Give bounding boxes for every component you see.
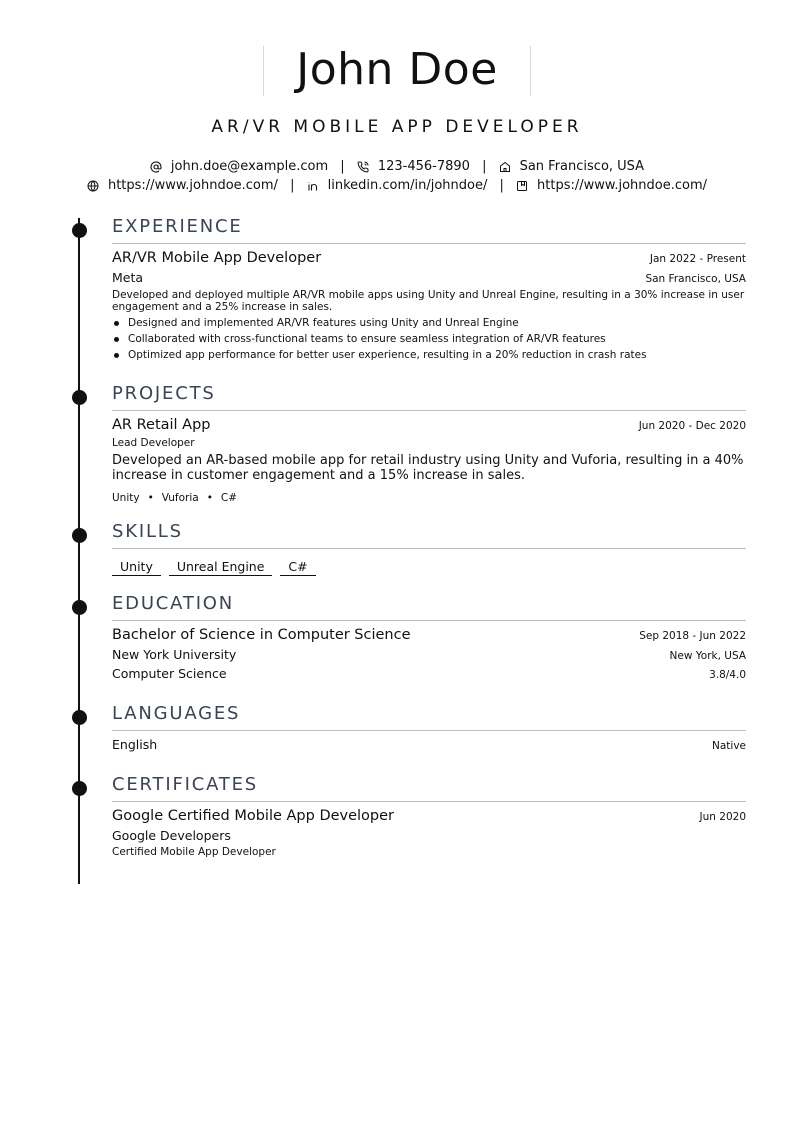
education-section bbox=[112, 592, 746, 685]
section-title: CERTIFICATES bbox=[112, 774, 258, 795]
location-text: San Francisco, USA bbox=[519, 159, 645, 174]
website-link[interactable]: https://www.johndoe.com/ bbox=[107, 178, 278, 193]
section-divider bbox=[112, 620, 746, 621]
timeline-dot-experience bbox=[72, 223, 87, 238]
experience-section bbox=[112, 215, 746, 363]
skill-tag: Unreal Engine bbox=[169, 559, 273, 576]
contact-row-1 bbox=[0, 159, 794, 174]
skill-tag: Unity bbox=[112, 559, 161, 576]
timeline-dot-languages bbox=[72, 710, 87, 725]
contact-row-2 bbox=[0, 178, 794, 193]
section-divider bbox=[112, 243, 746, 244]
experience-entry bbox=[112, 250, 746, 363]
job-dates: Jan 2022 - Present bbox=[649, 253, 746, 265]
certificate-name: Google Certified Mobile App Developer bbox=[112, 808, 395, 824]
project-entry bbox=[112, 417, 746, 502]
candidate-name: John Doe bbox=[296, 44, 498, 95]
project-description: Developed an AR-based mobile app for retail industry using Unity and Vuforia, resulting in a 40% increase in customer engagement and a 15% increase in sales. bbox=[112, 453, 744, 483]
globe-icon bbox=[87, 180, 99, 192]
certificate-entry bbox=[112, 808, 746, 858]
degree: Bachelor of Science in Computer Science bbox=[112, 627, 411, 643]
skill-tag: C# bbox=[280, 559, 315, 576]
school-name: New York University bbox=[112, 647, 237, 662]
highlight-item: Designed and implemented AR/VR features using Unity and Unreal Engine bbox=[112, 315, 746, 331]
job-summary: Developed and deployed multiple AR/VR mobile apps using Unity and Unreal Engine, resulting in a 30% increase in user engagement and a 25% increase in sales. bbox=[112, 289, 745, 313]
gpa: 3.8/4.0 bbox=[709, 669, 746, 681]
project-keyword: Unity bbox=[112, 492, 140, 504]
project-keyword: C# bbox=[220, 492, 238, 504]
candidate-title: AR/VR MOBILE APP DEVELOPER bbox=[211, 117, 583, 137]
languages-section bbox=[112, 702, 746, 757]
contact-separator: | bbox=[499, 178, 504, 193]
section-title: PROJECTS bbox=[112, 383, 216, 404]
certificate-issuer: Google Developers bbox=[112, 828, 231, 843]
linkedin-contact[interactable] bbox=[307, 178, 488, 193]
portfolio-link[interactable]: https://www.johndoe.com/ bbox=[537, 178, 708, 193]
field-of-study: Computer Science bbox=[112, 666, 227, 681]
section-divider bbox=[112, 801, 746, 802]
highlight-item: Collaborated with cross-functional teams to ensure seamless integration of AR/VR features bbox=[112, 331, 746, 347]
job-highlights bbox=[112, 315, 746, 363]
school-location: New York, USA bbox=[669, 650, 746, 662]
contact-separator: | bbox=[290, 178, 295, 193]
timeline-dot-projects bbox=[72, 390, 87, 405]
language-entry bbox=[112, 737, 746, 757]
section-title: LANGUAGES bbox=[112, 703, 241, 724]
section-title: SKILLS bbox=[112, 521, 183, 542]
job-role: AR/VR Mobile App Developer bbox=[112, 250, 322, 266]
timeline-dot-education bbox=[72, 600, 87, 615]
job-location: San Francisco, USA bbox=[645, 273, 746, 285]
keyword-separator: • bbox=[206, 492, 213, 504]
section-divider bbox=[112, 730, 746, 731]
email-text[interactable]: john.doe@example.com bbox=[170, 159, 329, 174]
phone-icon bbox=[357, 161, 369, 173]
project-keywords bbox=[112, 486, 746, 502]
contact-separator: | bbox=[482, 159, 487, 174]
section-title: EXPERIENCE bbox=[112, 216, 243, 237]
highlight-item: Optimized app performance for better user experience, resulting in a 20% reduction in crash rates bbox=[112, 347, 746, 363]
project-dates: Jun 2020 - Dec 2020 bbox=[638, 420, 746, 432]
skills-section bbox=[112, 520, 746, 576]
name-block bbox=[263, 46, 531, 96]
contact-separator: | bbox=[340, 159, 345, 174]
language-name: English bbox=[112, 737, 158, 752]
project-keyword: Vuforia bbox=[161, 492, 199, 504]
projects-section bbox=[112, 382, 746, 502]
section-divider bbox=[112, 410, 746, 411]
timeline-dot-certificates bbox=[72, 781, 87, 796]
education-dates: Sep 2018 - Jun 2022 bbox=[639, 630, 746, 642]
job-company: Meta bbox=[112, 270, 144, 285]
certificate-date: Jun 2020 bbox=[699, 811, 746, 823]
phone-contact[interactable] bbox=[357, 159, 470, 174]
bookmark-icon bbox=[516, 180, 528, 192]
email-contact[interactable] bbox=[150, 159, 328, 174]
timeline-dot-skills bbox=[72, 528, 87, 543]
project-role: Lead Developer bbox=[112, 437, 195, 449]
website-contact[interactable] bbox=[87, 178, 278, 193]
phone-text[interactable]: 123-456-7890 bbox=[377, 159, 470, 174]
home-icon bbox=[499, 161, 511, 173]
section-divider bbox=[112, 548, 746, 549]
certificate-summary: Certified Mobile App Developer bbox=[112, 846, 276, 858]
at-icon bbox=[150, 161, 162, 173]
certificates-section bbox=[112, 773, 746, 858]
linkedin-icon bbox=[307, 180, 319, 192]
skills-list bbox=[112, 556, 746, 576]
education-entry bbox=[112, 627, 746, 685]
language-fluency: Native bbox=[712, 740, 746, 752]
location-contact bbox=[499, 159, 644, 174]
portfolio-contact[interactable] bbox=[516, 178, 707, 193]
project-name: AR Retail App bbox=[112, 417, 211, 433]
section-title: EDUCATION bbox=[112, 593, 235, 614]
keyword-separator: • bbox=[147, 492, 154, 504]
linkedin-link[interactable]: linkedin.com/in/johndoe/ bbox=[327, 178, 488, 193]
